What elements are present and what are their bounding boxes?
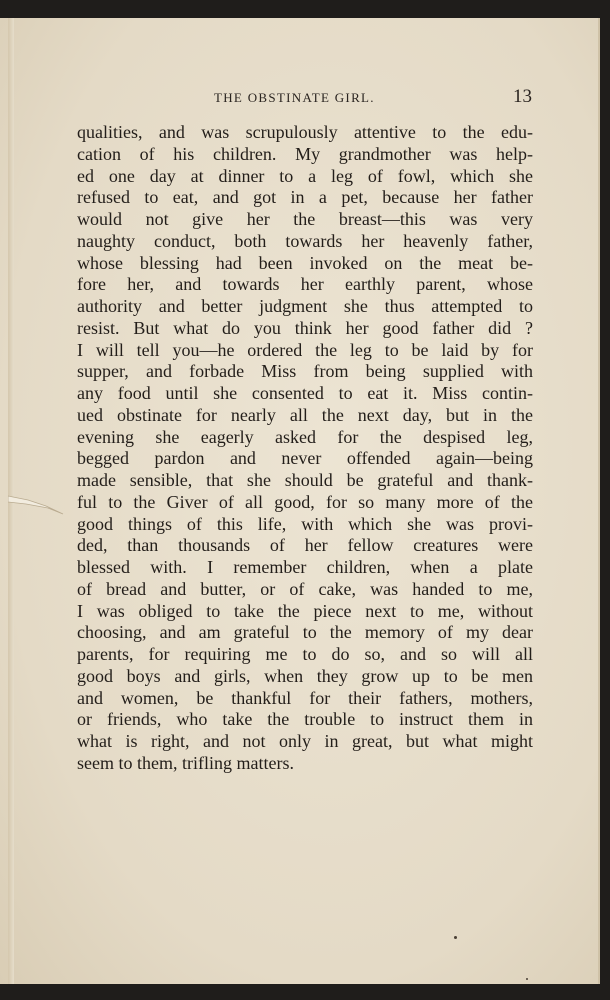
- text-line: parents, for requiring me to do so, and so will all: [77, 644, 533, 664]
- text-line: blessed with. I remember children, when a plate: [77, 557, 533, 577]
- text-line: good things of this life, with which she was provi-: [77, 513, 533, 534]
- paper-tear-mark: [8, 488, 68, 518]
- text-line: naughty conduct, both towards her heavenly father,: [77, 230, 533, 251]
- book-page: [0, 18, 600, 984]
- text-line: begged pardon and never offended again—being: [77, 448, 533, 469]
- text-line: and women, be thankful for their fathers, mothers,: [77, 687, 533, 708]
- text-line: what is right, and not only in great, but what might: [77, 731, 533, 751]
- text-line: supper, and forbade Miss from being supplied with: [77, 361, 533, 382]
- text-line: ued obstinate for nearly all the next day, but in the: [77, 404, 533, 425]
- page-number: 13: [513, 86, 532, 107]
- text-line: evening she eagerly asked for the despised leg,: [77, 426, 533, 447]
- body-text: [77, 122, 533, 775]
- running-head: THE OBSTINATE GIRL.: [214, 90, 375, 105]
- text-line: resist. But what do you think her good father did ?: [77, 317, 533, 338]
- text-line: authority and better judgment she thus attempted to: [77, 296, 533, 316]
- text-line: good boys and girls, when they grow up to be men: [77, 665, 533, 686]
- text-line: whose blessing had been invoked on the meat be-: [77, 252, 533, 273]
- text-line: refused to eat, and got in a pet, because her father: [77, 187, 533, 208]
- text-line: would not give her the breast—this was very: [77, 209, 533, 229]
- text-line: of bread and butter, or of cake, was handed to me,: [77, 578, 533, 599]
- text-line: cation of his children. My grandmother was help-: [77, 143, 533, 164]
- text-line: made sensible, that she should be grateful and thank-: [77, 470, 533, 490]
- text-line: ful to the Giver of all good, for so many more of the: [77, 491, 533, 512]
- text-line: any food until she consented to eat it. Miss contin-: [77, 383, 533, 403]
- text-line: or friends, who take the trouble to instruct them in: [77, 709, 533, 730]
- paper-speck: [454, 936, 457, 939]
- text-line: seem to them, trifling matters.: [77, 752, 294, 773]
- text-line: ed one day at dinner to a leg of fowl, which she: [77, 165, 533, 186]
- text-line: I was obliged to take the piece next to me, without: [77, 600, 533, 621]
- paper-speck: [526, 978, 528, 980]
- text-line: I will tell you—he ordered the leg to be laid by for: [77, 339, 533, 360]
- page-header: [0, 88, 598, 112]
- text-line: ded, than thousands of her fellow creatures were: [77, 535, 533, 556]
- text-line: choosing, and am grateful to the memory of my dear: [77, 622, 533, 643]
- text-line: fore her, and towards her earthly parent, whose: [77, 274, 533, 295]
- text-line: qualities, and was scrupulously attentive to the edu-: [77, 122, 533, 142]
